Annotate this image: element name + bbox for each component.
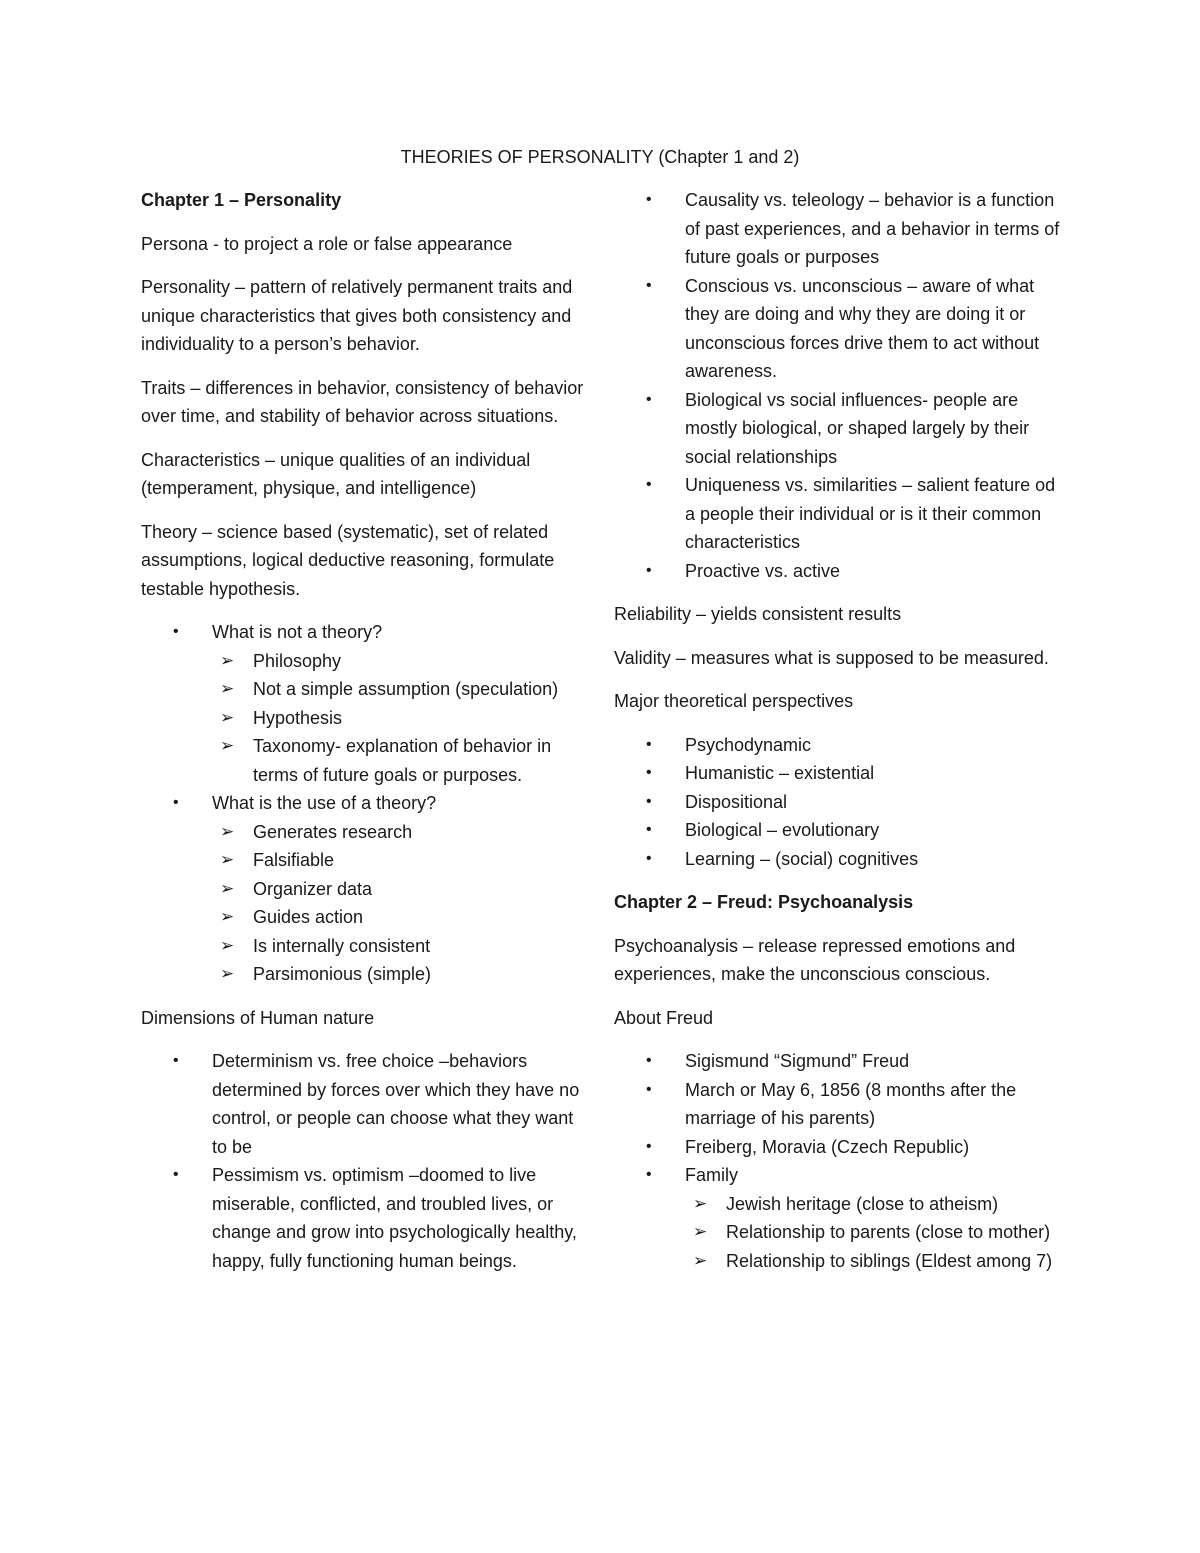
bullet-icon: • — [646, 1137, 652, 1155]
bullet-icon: • — [646, 792, 652, 810]
bullet-icon: • — [173, 794, 179, 811]
list-item-text: Pessimism vs. optimism –doomed to live miserable, conflicted, and troubled lives, or change and grow into psychologically healthy, happy, fully functioning human beings. — [212, 1165, 577, 1271]
list-item — [212, 818, 593, 847]
list-item — [614, 186, 1066, 272]
validity-definition: Validity – measures what is supposed to be measured. — [614, 647, 1049, 668]
bullet-icon: • — [173, 1052, 179, 1069]
bullet-icon: • — [646, 1080, 652, 1098]
list-item — [614, 845, 1066, 874]
list-item — [614, 1133, 1066, 1162]
list-item — [614, 1076, 1066, 1133]
list-item-text: March or May 6, 1856 (8 months after the marriage of his parents) — [685, 1079, 1017, 1128]
bullet-icon: • — [646, 191, 652, 208]
list-item — [212, 875, 593, 904]
about-freud-heading: About Freud — [614, 1007, 714, 1028]
family-sub-list — [685, 1190, 1066, 1276]
list-item — [212, 903, 593, 932]
list-item-text: Is internally consistent — [253, 935, 431, 956]
perspectives-list — [614, 731, 1066, 874]
arrow-bullet-icon: ➢ — [693, 1222, 708, 1241]
list-item — [141, 1047, 593, 1161]
list-item-text: Philosophy — [253, 650, 342, 671]
bullet-icon: • — [646, 1052, 652, 1069]
question-text: What is not a theory? — [212, 622, 383, 642]
chapter-2-heading: Chapter 2 – Freud: Psychoanalysis — [614, 892, 914, 912]
list-item — [141, 618, 593, 789]
list-item-text: Jewish heritage (close to atheism) — [726, 1193, 999, 1214]
list-item — [685, 1190, 1066, 1219]
list-item-text: Relationship to parents (close to mother) — [726, 1222, 1051, 1242]
list-item-text: Uniqueness vs. similarities – salient feature od a people their individual or is it their common characteristics — [685, 475, 1056, 552]
theory-definition: Theory – science based (systematic), set of related assumptions, logical deductive reasoning, formulate testable hypothesis. — [141, 521, 555, 599]
traits-definition: Traits – differences in behavior, consistency of behavior over time, and stability of behavior across situations. — [141, 377, 584, 426]
about-freud-list — [614, 1047, 1066, 1275]
list-item — [614, 731, 1066, 760]
list-item — [141, 789, 593, 989]
list-item-text: Relationship to siblings (Eldest among 7) — [726, 1250, 1053, 1271]
list-item — [614, 1161, 1066, 1275]
list-item-text: Not a simple assumption (speculation) — [253, 679, 559, 699]
list-item — [212, 675, 593, 704]
list-item-text: Family — [685, 1165, 738, 1185]
list-item-text: Determinism vs. free choice –behaviors determined by forces over which they have no control, or people can choose what they want to be — [212, 1051, 580, 1157]
list-item-text: Parsimonious (simple) — [253, 964, 432, 984]
list-item — [212, 846, 593, 875]
bullet-icon: • — [646, 821, 652, 838]
list-item — [685, 1218, 1066, 1247]
list-item — [685, 1247, 1066, 1276]
bullet-icon: • — [646, 476, 652, 493]
list-item-text: Falsifiable — [253, 850, 335, 870]
list-item — [212, 732, 593, 789]
bullet-icon: • — [646, 764, 652, 781]
list-item — [614, 471, 1066, 557]
arrow-bullet-icon: ➢ — [220, 821, 235, 841]
bullet-icon: • — [646, 735, 652, 753]
list-item-text: Dispositional — [685, 791, 788, 812]
bullet-icon: • — [646, 276, 652, 294]
list-item-text: Hypothesis — [253, 707, 343, 728]
list-item-text: Guides action — [253, 907, 364, 927]
reliability-definition: Reliability – yields consistent results — [614, 604, 902, 624]
list-item — [614, 557, 1066, 586]
arrow-bullet-icon: ➢ — [220, 679, 235, 698]
arrow-bullet-icon: ➢ — [220, 878, 235, 898]
theory-question-list — [141, 618, 593, 989]
bullet-icon: • — [646, 849, 652, 867]
list-item-text: Generates research — [253, 821, 413, 842]
list-item-text: Freiberg, Moravia (Czech Republic) — [685, 1136, 970, 1157]
arrow-bullet-icon: ➢ — [220, 907, 235, 926]
right-column — [614, 186, 1066, 1290]
list-item — [614, 272, 1066, 386]
arrow-bullet-icon: ➢ — [693, 1250, 708, 1270]
list-item — [212, 704, 593, 733]
list-item — [212, 960, 593, 989]
arrow-bullet-icon: ➢ — [220, 850, 235, 869]
bullet-icon: • — [646, 561, 652, 579]
question-text: What is the use of a theory? — [212, 793, 437, 813]
persona-definition: Persona - to project a role or false appearance — [141, 233, 513, 254]
arrow-bullet-icon: ➢ — [220, 935, 235, 955]
arrow-bullet-icon: ➢ — [220, 707, 235, 727]
arrow-bullet-icon: ➢ — [220, 650, 235, 670]
perspectives-heading: Major theoretical perspectives — [614, 691, 854, 711]
arrow-bullet-icon: ➢ — [220, 736, 235, 755]
list-item-text: Biological vs social influences- people are mostly biological, or shaped largely by their social relationships — [685, 389, 1030, 467]
list-item — [614, 816, 1066, 845]
bullet-icon: • — [646, 1166, 652, 1183]
arrow-bullet-icon: ➢ — [693, 1193, 708, 1213]
list-item — [141, 1161, 593, 1275]
list-item — [614, 788, 1066, 817]
list-item-text: Sigismund “Sigmund” Freud — [685, 1051, 910, 1071]
arrow-bullet-icon: ➢ — [220, 964, 235, 983]
dimensions-list — [141, 1047, 593, 1275]
personality-definition: Personality – pattern of relatively permanent traits and unique characteristics that gives both consistency and individuality to a person’s behavior. — [141, 277, 573, 354]
bullet-icon: • — [646, 390, 652, 408]
dimensions-list-continued — [614, 186, 1066, 585]
list-item-text: Conscious vs. unconscious – aware of what they are doing and why they are doing it or unconscious forces drive them to act without awareness. — [685, 275, 1040, 381]
left-column — [141, 186, 593, 1290]
bullet-icon: • — [173, 623, 179, 640]
chapter-1-heading: Chapter 1 – Personality — [141, 190, 342, 210]
characteristics-definition: Characteristics – unique qualities of an individual (temperament, physique, and intelligence) — [141, 449, 531, 498]
list-item — [212, 647, 593, 676]
page-title: THEORIES OF PERSONALITY (Chapter 1 and 2) — [400, 147, 800, 167]
list-item-text: Taxonomy- explanation of behavior in terms of future goals or purposes. — [253, 736, 552, 785]
sub-list — [212, 647, 593, 790]
list-item-text: Biological – evolutionary — [685, 820, 880, 840]
dimensions-heading: Dimensions of Human nature — [141, 1007, 375, 1028]
list-item — [212, 932, 593, 961]
list-item-text: Learning – (social) cognitives — [685, 848, 919, 869]
list-item — [614, 386, 1066, 472]
psychoanalysis-definition: Psychoanalysis – release repressed emotions and experiences, make the unconscious conscious. — [614, 935, 1016, 984]
list-item-text: Causality vs. teleology – behavior is a function of past experiences, and a behavior in terms of future goals or purposes — [685, 190, 1060, 267]
bullet-icon: • — [173, 1166, 179, 1183]
sub-list — [212, 818, 593, 989]
list-item-text: Proactive vs. active — [685, 560, 841, 581]
list-item — [614, 759, 1066, 788]
list-item-text: Organizer data — [253, 878, 373, 899]
list-item-text: Humanistic – existential — [685, 763, 875, 783]
list-item — [614, 1047, 1066, 1076]
list-item-text: Psychodynamic — [685, 734, 812, 755]
